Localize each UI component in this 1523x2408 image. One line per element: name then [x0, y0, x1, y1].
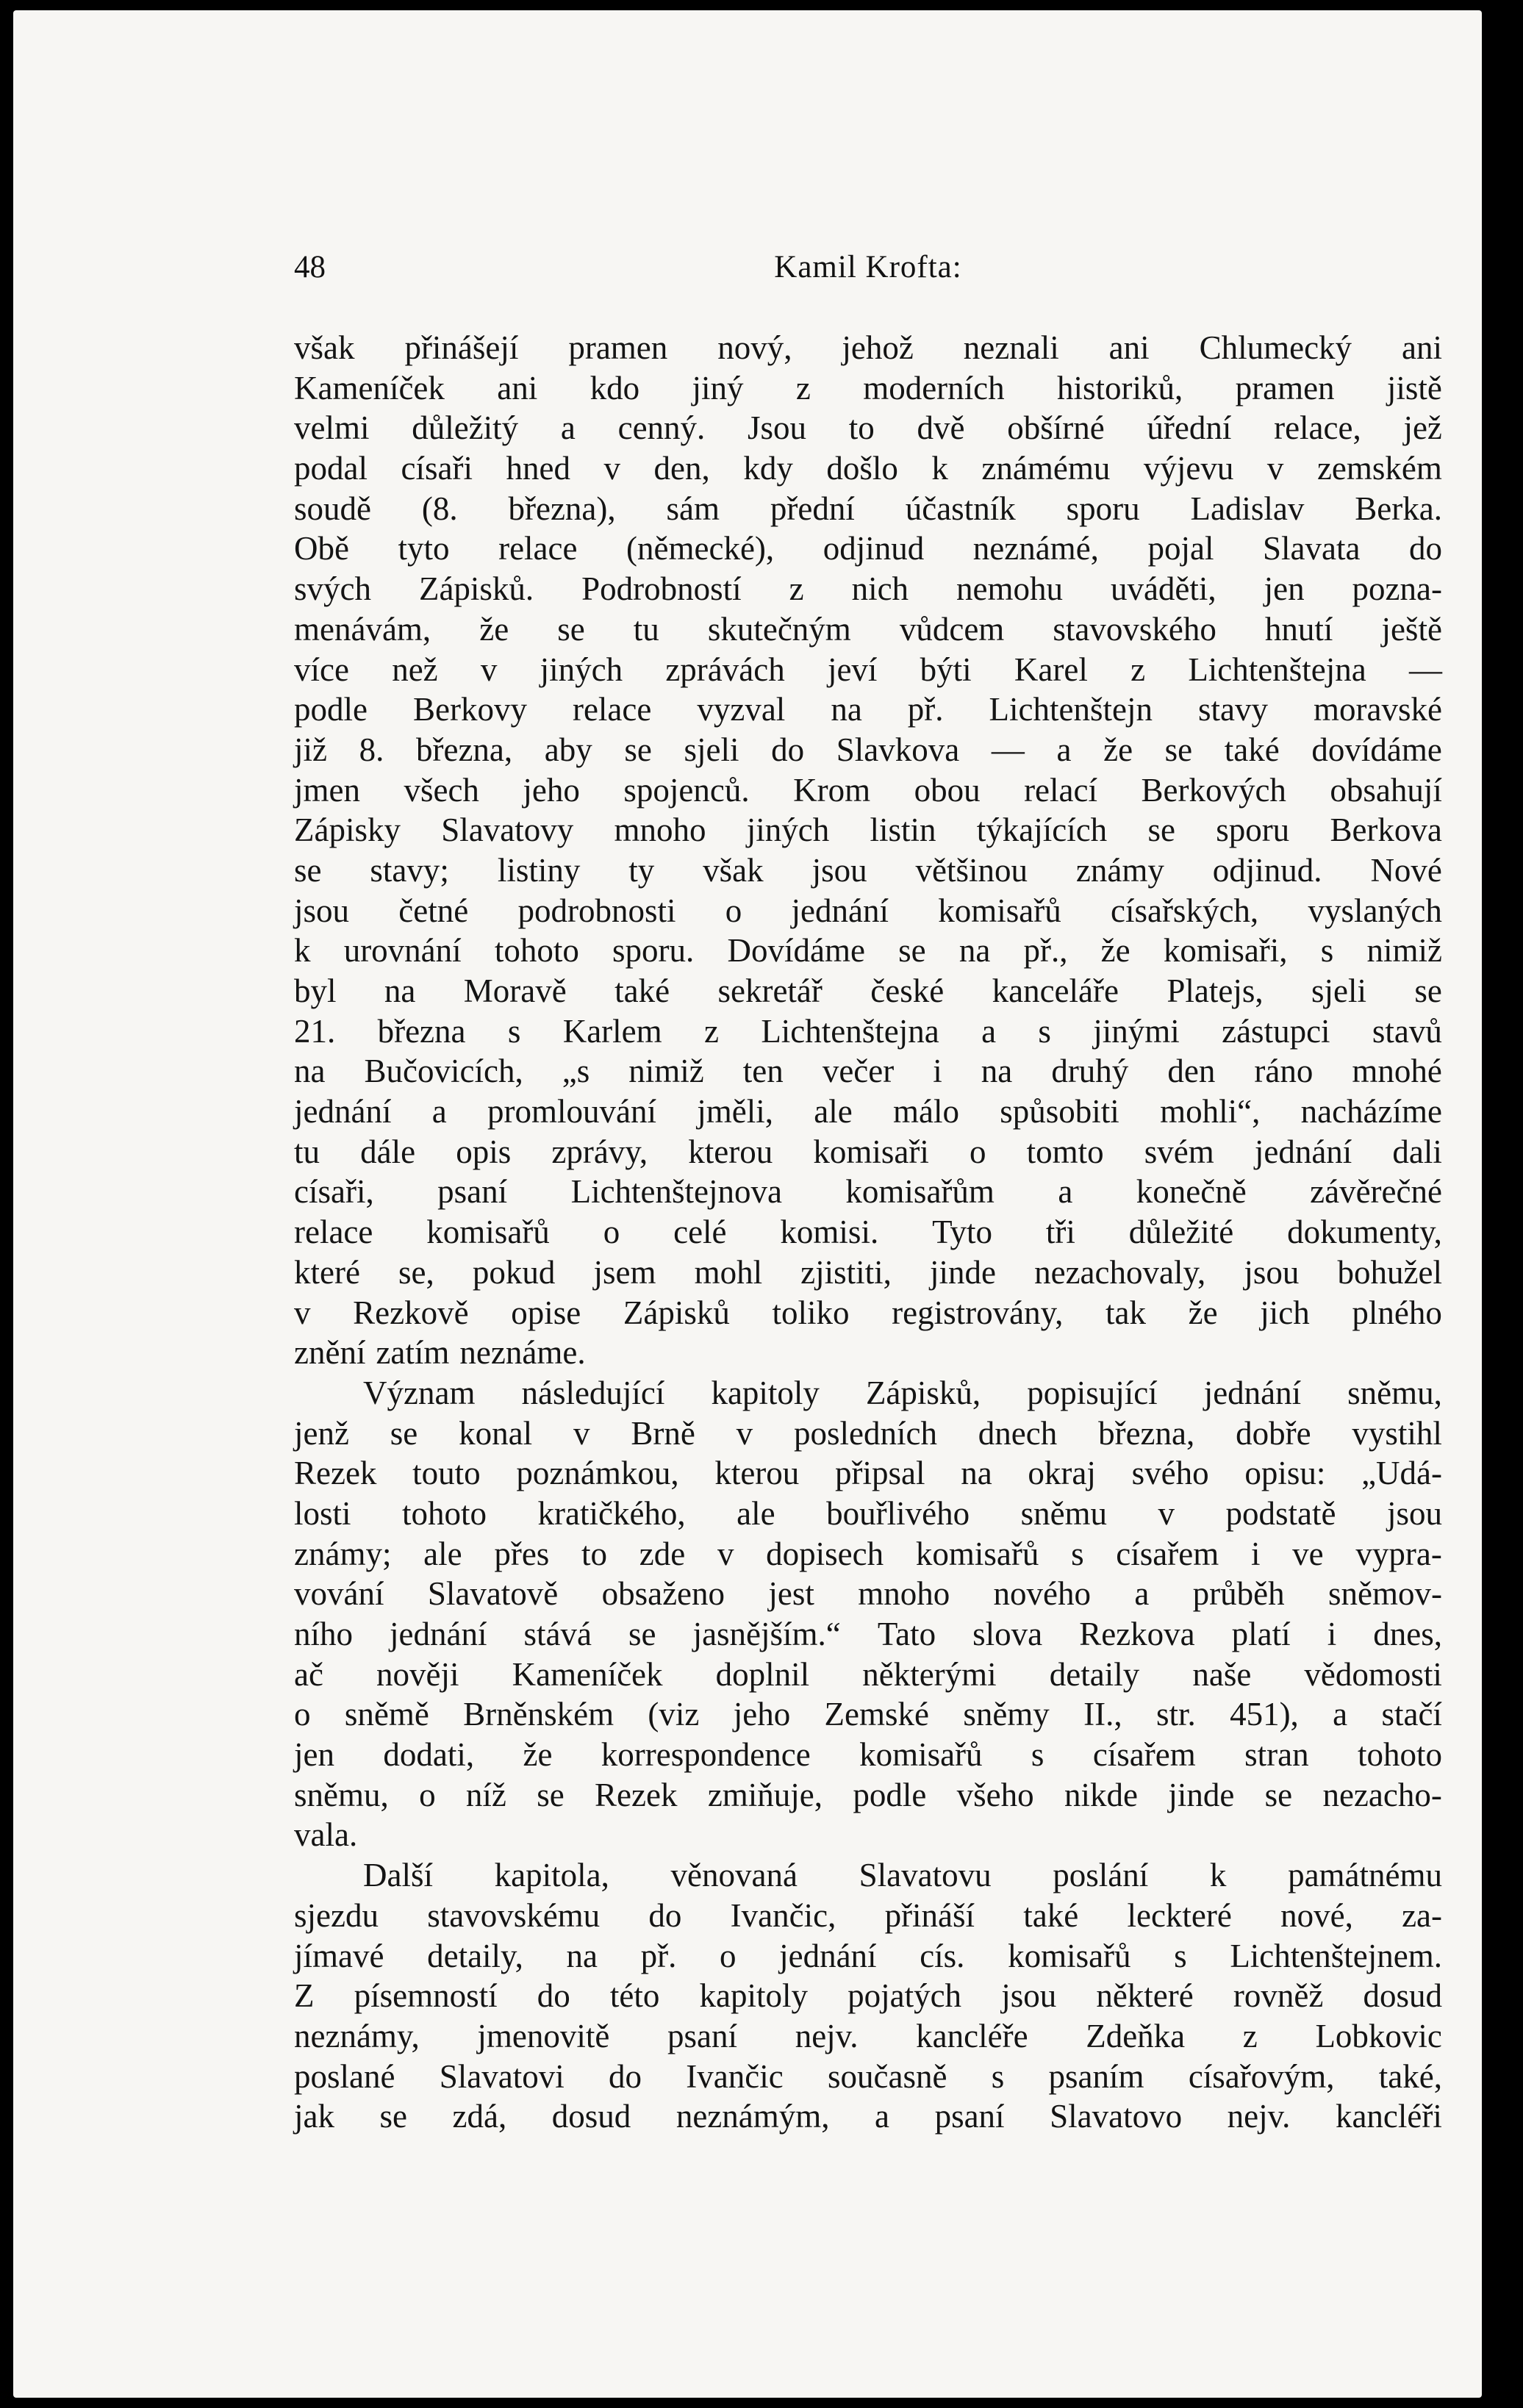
page-number: 48	[294, 250, 326, 284]
text-line: neznámy, jmenovitě psaní nejv. kancléře Zdeňka z Lobkovic	[294, 2017, 1442, 2054]
text-line: podal císaři hned v den, kdy došlo k známému výjevu v zemském	[294, 450, 1442, 487]
text-line: Rezek touto poznámkou, kterou připsal na okraj svého opisu: „Udá-	[294, 1455, 1442, 1492]
text-line: tu dále opis zprávy, kterou komisaři o tomto svém jednání dali	[294, 1133, 1442, 1170]
text-line: losti tohoto kratičkého, ale bouřlivého sněmu v podstatě jsou	[294, 1494, 1442, 1532]
text-line: poslané Slavatovi do Ivančic současně s psaním císařovým, také,	[294, 2057, 1442, 2095]
text-line: jenž se konal v Brně v posledních dnech března, dobře vystihl	[294, 1414, 1442, 1452]
text-line: o sněmě Brněnském (viz jeho Zemské sněmy II., str. 451), a stačí	[294, 1696, 1442, 1733]
text-line: byl na Moravě také sekretář české kanceláře Platejs, sjeli se	[294, 972, 1442, 1009]
text-line: více než v jiných zprávách jeví býti Karel z Lichtenštejna —	[294, 651, 1442, 688]
text-line: jímavé detaily, na př. o jednání cís. komisařů s Lichtenštejnem.	[294, 1937, 1442, 1974]
body-text	[294, 328, 1442, 2137]
text-line: menávám, že se tu skutečným vůdcem stavovského hnutí ještě	[294, 610, 1442, 648]
text-line: jen dodati, že korrespondence komisařů s císařem stran tohoto	[294, 1736, 1442, 1774]
text-line: v Rezkově opise Zápisků toliko registrovány, tak že jich plného	[294, 1294, 1442, 1331]
text-line: však přinášejí pramen nový, jehož neznali ani Chlumecký ani	[294, 329, 1442, 366]
text-line: již 8. března, aby se sjeli do Slavkova — a že se také dovídáme	[294, 731, 1442, 768]
text-line: svých Zápisků. Podrobností z nich nemohu uváděti, jen pozna-	[294, 570, 1442, 608]
text-line: Význam následující kapitoly Zápisků, popisující jednání sněmu,	[363, 1374, 1442, 1411]
book-page	[13, 10, 1482, 2398]
text-line: sněmu, o níž se Rezek zmiňuje, podle všeho nikde jinde se nezacho-	[294, 1776, 1442, 1813]
text-line: znění zatím neznáme.	[294, 1334, 586, 1372]
text-line: Obě tyto relace (německé), odjinud neznámé, pojal Slavata do	[294, 530, 1442, 567]
text-line: Kameníček ani kdo jiný z moderních historiků, pramen jistě	[294, 369, 1442, 406]
text-line: které se, pokud jsem mohl zjistiti, jinde nezachovaly, jsou bohužel	[294, 1253, 1442, 1291]
text-line: ač nověji Kameníček doplnil některými detaily naše vědomosti	[294, 1655, 1442, 1693]
text-line: vala.	[294, 1816, 358, 1854]
text-line: císaři, psaní Lichtenštejnova komisařům a konečně závěrečné	[294, 1173, 1442, 1211]
text-line: Zápisky Slavatovy mnoho jiných listin týkajících se sporu Berkova	[294, 811, 1442, 849]
text-line: ního jednání stává se jasnějším.“ Tato slova Rezkova platí i dnes,	[294, 1616, 1442, 1652]
text-line: Z písemností do této kapitoly pojatých jsou některé rovněž dosud	[294, 1977, 1442, 2015]
text-line: relace komisařů o celé komisi. Tyto tři důležité dokumenty,	[294, 1214, 1442, 1251]
text-line: podle Berkovy relace vyzval na př. Lichtenštejn stavy moravské	[294, 691, 1442, 728]
text-line: sjezdu stavovskému do Ivančic, přináší také leckteré nové, za-	[294, 1896, 1442, 1934]
text-line: se stavy; listiny ty však jsou většinou známy odjinud. Nové	[294, 851, 1442, 889]
running-head: Kamil Krofta:	[774, 250, 962, 284]
text-line: soudě (8. března), sám přední účastník sporu Ladislav Berka.	[294, 490, 1442, 527]
text-line: jak se zdá, dosud neznámým, a psaní Slavatovo nejv. kancléři	[294, 2098, 1442, 2135]
text-line: vování Slavatově obsaženo jest mnoho nového a průběh sněmov-	[294, 1575, 1442, 1613]
text-line: jmen všech jeho spojenců. Krom obou relací Berkových obsahují	[294, 771, 1442, 809]
text-line: na Bučovicích, „s nimiž ten večer i na druhý den ráno mnohé	[294, 1053, 1442, 1090]
text-line: jsou četné podrobnosti o jednání komisařů císařských, vyslaných	[294, 892, 1442, 929]
text-line: k urovnání tohoto sporu. Dovídáme se na př., že komisaři, s nimiž	[294, 932, 1442, 970]
text-line: Další kapitola, věnovaná Slavatovu poslání k památnému	[363, 1857, 1442, 1894]
text-line: jednání a promlouvání jměli, ale málo spůsobiti mohli“, nacházíme	[294, 1093, 1442, 1130]
text-line: 21. března s Karlem z Lichtenštejna a s jinými zástupci stavů	[294, 1012, 1442, 1050]
text-line: známy; ale přes to zde v dopisech komisařů s císařem i ve vypra-	[294, 1535, 1442, 1572]
text-line: velmi důležitý a cenný. Jsou to dvě obšírné úřední relace, jež	[294, 409, 1442, 447]
page-header	[294, 249, 1442, 308]
